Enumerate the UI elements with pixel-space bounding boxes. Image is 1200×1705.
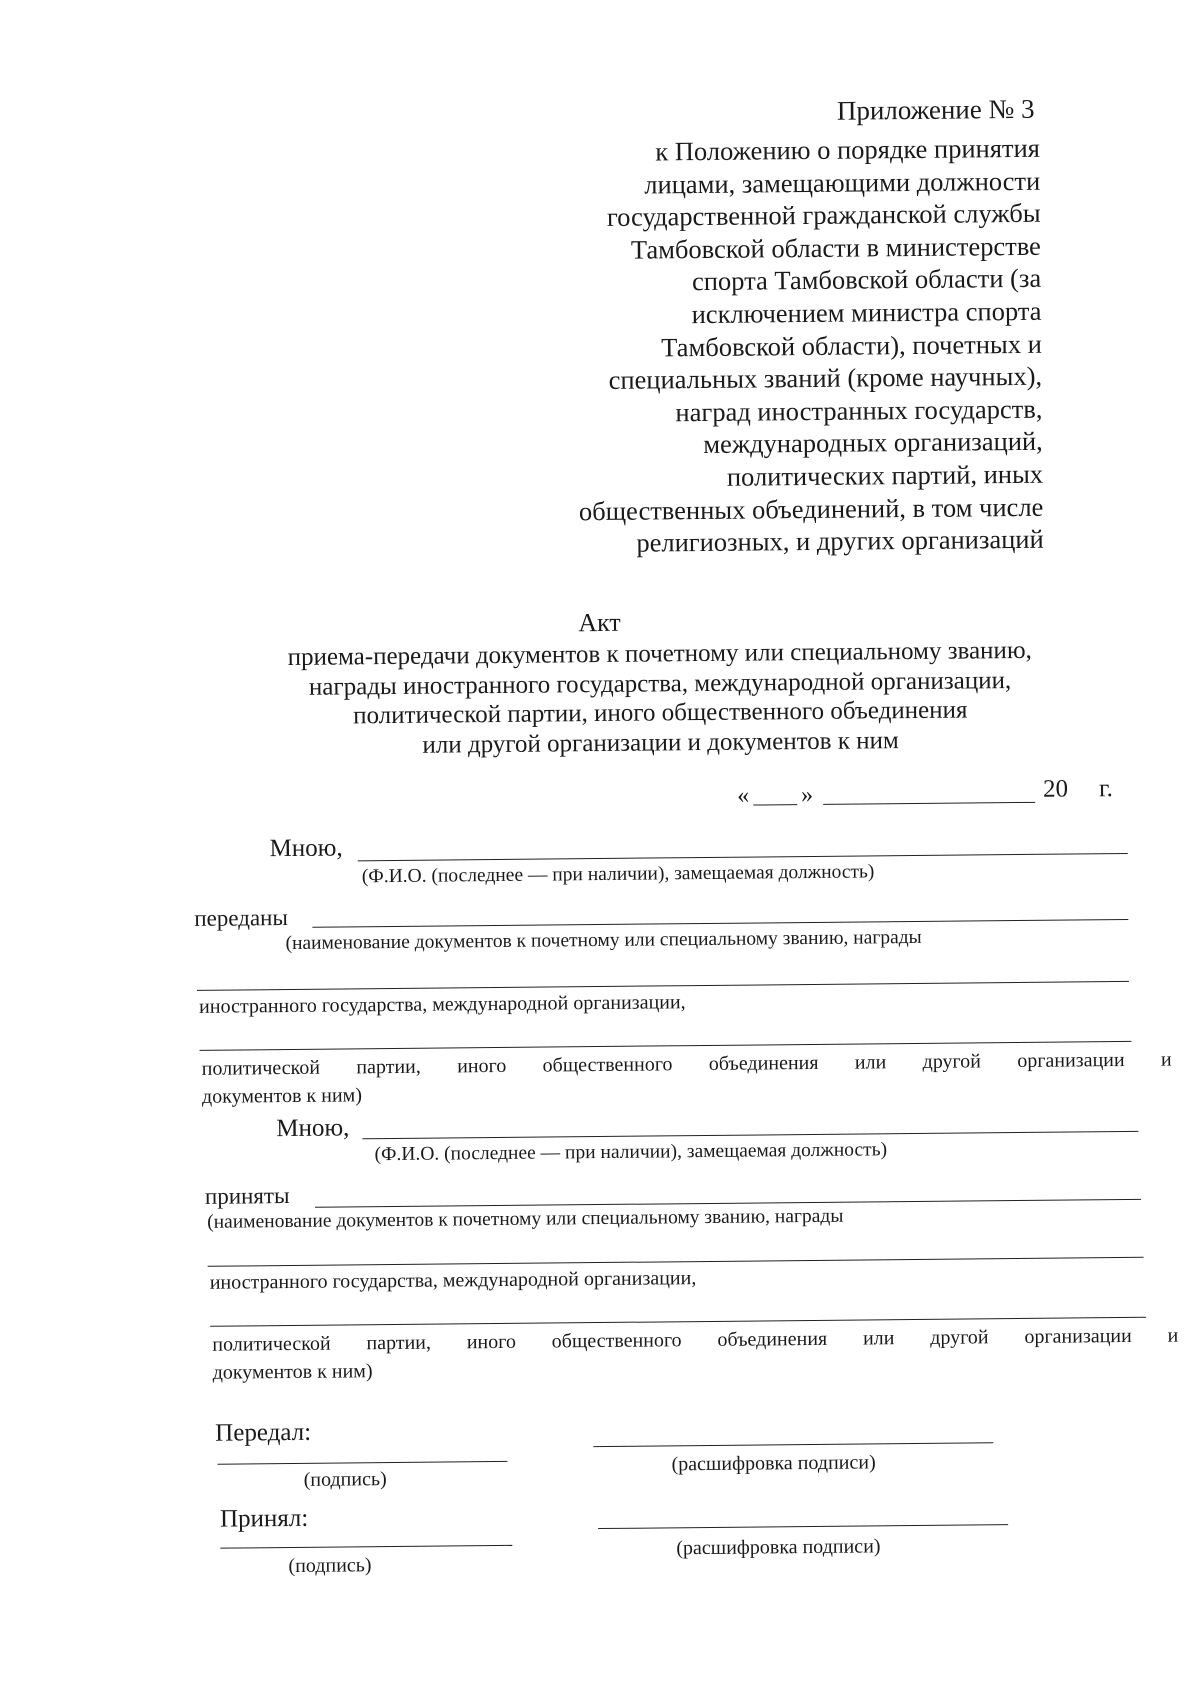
receive-docs-caption: иностранного государства, международной организации, [209,1267,697,1294]
date-year-prefix: 20 [1042,775,1069,803]
appendix-line: Тамбовской области в министерстве [630,230,1041,265]
date-open-quote: « [736,782,750,809]
appendix-line: специальных званий (кроме научных), [608,360,1043,396]
act-subtitle-line: приема-передачи документов к почетному или специальному званию, [287,636,1032,671]
date-month-field[interactable] [823,802,1035,805]
transfer-name-caption: (Ф.И.О. (последнее — при наличии), замещаемая должность) [361,861,875,888]
appendix-line: религиозных, и других организаций [636,523,1044,558]
transfer-name-field[interactable] [358,853,1128,861]
appendix-line: политических партий, иных [726,458,1044,492]
act-subtitle-line: или другой организации и документов к ним [422,726,899,759]
transfer-docs-caption: документов к ним) [201,1084,363,1108]
act-subtitle-line: награды иностранного государства, международной организации, [308,666,1012,701]
received-decode-caption: (расшифровка подписи) [676,1535,881,1560]
transfer-docs-caption: (наименование документов к почетному или специальному званию, награды [285,926,922,955]
received-decode-field[interactable] [598,1524,1008,1529]
receive-docs-caption: (наименование документов к почетному или специальному званию, награды [207,1205,844,1233]
transfer-by-label: Мною, [269,834,343,863]
handed-signature-caption: (подпись) [303,1468,387,1491]
receive-name-caption: (Ф.И.О. (последнее — при наличии), замещаемая должность) [374,1139,888,1166]
appendix-line: наград иностранных государств, [675,393,1043,428]
appendix-line: лицами, замещающими должности [644,165,1041,200]
appendix-line: Тамбовской области), почетных и [661,328,1042,362]
appendix-reference [520,132,1044,561]
appendix-line: международных организаций, [703,426,1043,460]
act-subtitle-line: политической партии, иного общественного объединения [353,696,968,730]
receive-by-label: Мною, [276,1114,350,1143]
transfer-docs-caption: иностранного государства, международной организации, [199,991,686,1018]
appendix-line: спорта Тамбовской области (за [691,263,1042,297]
received-signature-field[interactable] [220,1545,512,1549]
date-year-suffix: г. [1098,775,1113,803]
received-signature-caption: (подпись) [288,1554,372,1578]
appendix-line: государственной гражданской службы [606,197,1041,233]
date-close-quote: » [800,781,814,809]
appendix-title: Приложение № 3 [836,93,1035,126]
receive-docs-caption: политической партии, иного общественного объединения или другой организации и [212,1324,1179,1356]
transfer-action-label: переданы [194,905,288,931]
transfer-docs-field-2[interactable] [197,981,1129,991]
receive-docs-field-2[interactable] [208,1257,1144,1267]
handed-signature-field[interactable] [218,1461,508,1465]
receive-docs-caption: документов к ним) [212,1360,373,1384]
handed-decode-field[interactable] [593,1442,993,1447]
transfer-docs-caption: политической партии, иного общественного объединения или другой организации и [201,1048,1172,1080]
transfer-docs-field-1[interactable] [312,919,1128,928]
date-row [737,783,749,810]
handed-decode-caption: (расшифровка подписи) [671,1451,876,1476]
handed-label: Передал: [215,1418,312,1447]
act-title: Акт [578,607,621,638]
receive-name-field[interactable] [362,1131,1138,1139]
appendix-line: общественных объединений, в том числе [578,491,1044,526]
date-day-field[interactable] [753,804,797,805]
appendix-line: исключением министра спорта [691,295,1042,330]
act-subtitle [230,635,1091,761]
receive-action-label: приняты [204,1183,290,1209]
appendix-line: к Положению о порядке принятия [655,132,1041,167]
received-label: Принял: [219,1504,309,1533]
